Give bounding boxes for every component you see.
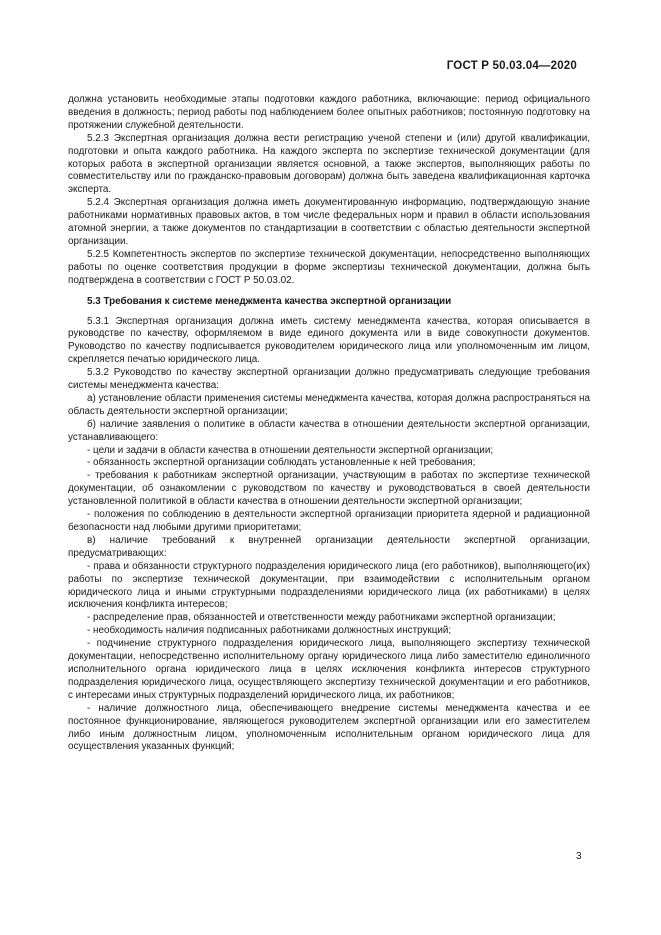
list-item-b-3: - требования к работникам экспертной организации, участвующим в работах по экспертизе технической документации, об ознакомлении с руководством по качеству и руководствоваться в своей деятельности установленной политикой в области качества в отношении деятельности экспертной организации; xyxy=(68,470,590,508)
list-item-c: в) наличие требований к внутренней организации деятельности экспертной организации, предусматривающих: xyxy=(68,534,590,559)
document-code-header: ГОСТ Р 50.03.04—2020 xyxy=(446,60,577,72)
list-item-c-3: - необходимость наличия подписанных работниками должностных инструкций; xyxy=(87,625,452,637)
document-body xyxy=(68,94,590,754)
list-item-b: б) наличие заявления о политике в области качества в отношении деятельности экспертной организации, устанавливающего: xyxy=(68,418,590,443)
list-item-c-2: - распределение прав, обязанностей и ответственности между работниками экспертной организации; xyxy=(87,612,556,624)
list-item-c-1: - права и обязанности структурного подразделения юридического лица (его работников), выполняющего(их) работы по экспертизе технической документации, при взаимодействии с исполнительным органом юридического лица и иными структурными подразделениями юридического лица (их работниками) в целях исключения конфликта интересов; xyxy=(68,560,590,611)
paragraph-5-2-3: 5.2.3 Экспертная организация должна вести регистрацию ученой степени и (или) другой квалификации, подготовки и опыта каждого работника. На каждого эксперта по экспертизе технической документации (для которых работа в экспертной организации является основной, а также экспертов, выполняющих работы по совместительству или по гражданско-правовым договорам) должна быть заведена квалификационная карточка эксперта. xyxy=(68,132,590,196)
paragraph-5-2-5: 5.2.5 Компетентность экспертов по экспертизе технической документации, непосредственно выполняющих работы по оценке соответствия продукции в форме экспертизы технической документации, должна быть подтверждена в соответствии с ГОСТ Р 50.03.02. xyxy=(68,248,590,286)
list-item-b-4: - положения по соблюдению в деятельности экспертной организации приоритета ядерной и радиационной безопасности над любыми другими приоритетами; xyxy=(68,509,590,533)
page-number: 3 xyxy=(576,851,582,862)
paragraph-5-2-4: 5.2.4 Экспертная организация должна иметь документированную информацию, подтверждающую знание работниками нормативных правовых актов, в том числе федеральных норм и правил в области использования атомной энергии, а также документов по стандартизации в соответствии с областью деятельности экспертной организации. xyxy=(68,197,590,247)
list-item-c-5: - наличие должностного лица, обеспечивающего внедрение системы менеджмента качества и ее постоянное функционирование, являющегося руководителем экспертной организации или его заместителем либо иным должностным лицом, уполномоченным исполнительным органом юридического лица для осуществления указанных функций; xyxy=(68,702,590,753)
paragraph-5-3-1: 5.3.1 Экспертная организация должна иметь систему менеджмента качества, которая описывается в руководстве по качеству, оформляемом в виде единого документа или в виде совокупности документов. Руководство по качеству подписывается руководителем юридического лица или уполномоченным им лицом, скрепляется печатью юридического лица. xyxy=(68,315,590,366)
list-item-c-4: - подчинение структурного подразделения юридического лица, выполняющего экспертизу технической документации, непосредственно исполнительному органу юридического лица либо заместителю единоличного исполнительного органа юридического лица в целях исключения конфликта интересов структурного подразделения юридического лица, осуществляющего экспертизу технической документации и его работников, с интересами иных структурных подразделений юридического лица, их работников; xyxy=(68,638,590,701)
list-item-b-1: - цели и задачи в области качества в отношении деятельности экспертной организации; xyxy=(87,444,494,456)
list-item-a: а) установление области применения системы менеджмента качества, которая должна распространяться на область деятельности экспертной организации; xyxy=(68,392,590,417)
section-heading-5-3: 5.3 Требования к системе менеджмента качества экспертной организации xyxy=(87,295,452,307)
list-item-b-2: - обязанность экспертной организации соблюдать установленные к ней требования; xyxy=(87,457,476,469)
paragraph-5-3-2: 5.3.2 Руководство по качеству экспертной организации должно предусматривать следующие требования системы менеджмента качества: xyxy=(68,367,590,392)
paragraph-continuation: должна установить необходимые этапы подготовки каждого работника, включающие: период официального введения в должность; период работы под наблюдением более опытных работников; постоянную подготовку на протяжении служебной деятельности. xyxy=(68,94,590,131)
